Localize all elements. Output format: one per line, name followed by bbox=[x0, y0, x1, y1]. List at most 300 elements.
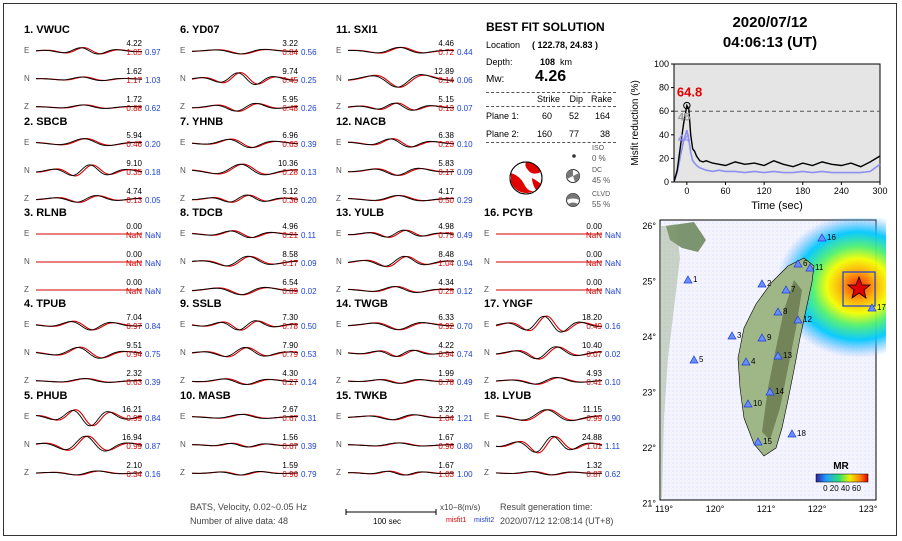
label-45: 45 bbox=[678, 111, 691, 124]
footer-unit: x10−8(m/s) bbox=[440, 503, 481, 512]
station-title: 10. MASB bbox=[180, 390, 231, 402]
clvd-label: CLVD bbox=[592, 191, 611, 198]
clvd-icon bbox=[565, 192, 581, 208]
col-dip: Dip bbox=[569, 94, 583, 104]
lon-label: 121° bbox=[756, 504, 776, 514]
component-label: Z bbox=[24, 376, 29, 385]
amplitude-value: 1.32 bbox=[586, 461, 602, 470]
plane-table-bottom-rule bbox=[486, 142, 616, 143]
col-rake: Rake bbox=[590, 94, 612, 104]
component-label: Z bbox=[484, 376, 489, 385]
station-title: 11. SXI1 bbox=[336, 24, 378, 36]
x-tick-label: 60 bbox=[720, 186, 731, 196]
misfit2-value: 0.80 bbox=[457, 442, 473, 451]
lat-label: 22° bbox=[642, 443, 656, 453]
amplitude-value: 6.54 bbox=[282, 278, 298, 287]
legend-misfit2: misfit2 bbox=[474, 517, 495, 524]
amplitude-value: 2.32 bbox=[126, 369, 142, 378]
misfit2-value: 0.13 bbox=[301, 168, 317, 177]
misfit1-value: 1.04 bbox=[438, 259, 454, 268]
misfit1-value: 1.04 bbox=[438, 414, 454, 423]
plane1-label: Plane 1: bbox=[486, 111, 520, 121]
misfit2-value: 0.07 bbox=[457, 104, 473, 113]
station-title: 17. YNGF bbox=[484, 298, 533, 310]
component-label: E bbox=[336, 412, 342, 421]
misfit-reduction-chart bbox=[628, 58, 896, 214]
amplitude-value: 9.10 bbox=[126, 159, 142, 168]
misfit1-value: 0.87 bbox=[586, 470, 602, 479]
misfit1-value: 0.63 bbox=[126, 378, 142, 387]
amplitude-value: 24.88 bbox=[581, 433, 602, 442]
station-title: 7. YHNB bbox=[180, 116, 224, 128]
component-label: N bbox=[180, 257, 186, 266]
plane-table-top-rule bbox=[486, 92, 616, 93]
amplitude-value: 8.58 bbox=[282, 250, 298, 259]
misfit1-value: 0.99 bbox=[586, 414, 602, 423]
iso-value: 0 % bbox=[592, 154, 606, 163]
component-label: N bbox=[180, 74, 186, 83]
component-label: E bbox=[336, 138, 342, 147]
misfit2-value: 1.03 bbox=[145, 76, 161, 85]
misfit2-value: 0.44 bbox=[457, 48, 473, 57]
station-marker-label: 6 bbox=[803, 259, 808, 268]
amplitude-value: 0.00 bbox=[126, 250, 142, 259]
misfit2-value: 0.84 bbox=[145, 322, 161, 331]
lat-label: 23° bbox=[642, 387, 656, 398]
component-label: E bbox=[24, 46, 30, 55]
amplitude-value: 7.30 bbox=[282, 313, 298, 322]
misfit2-value: NaN bbox=[145, 287, 162, 296]
component-label: Z bbox=[180, 102, 185, 111]
amplitude-value: 0.00 bbox=[586, 278, 602, 287]
amplitude-value: 4.22 bbox=[438, 341, 454, 350]
footer-line2: Number of alive data: 48 bbox=[190, 516, 289, 526]
component-label: E bbox=[484, 229, 490, 238]
misfit1-value: 0.34 bbox=[126, 470, 142, 479]
component-label: Z bbox=[336, 468, 341, 477]
amplitude-value: 1.56 bbox=[282, 433, 298, 442]
station-marker-label: 14 bbox=[775, 387, 784, 396]
misfit2-value: 0.49 bbox=[457, 231, 473, 240]
component-label: Z bbox=[180, 376, 185, 385]
component-label: Z bbox=[24, 468, 29, 477]
misfit2-value: 0.09 bbox=[301, 259, 317, 268]
misfit1-value: 1.05 bbox=[126, 48, 142, 57]
misfit2-value: 0.84 bbox=[145, 414, 161, 423]
amplitude-value: 5.15 bbox=[438, 95, 454, 104]
misfit1-value: 0.13 bbox=[438, 104, 454, 113]
depth-value: 108 bbox=[540, 57, 556, 67]
amplitude-value: 8.48 bbox=[438, 250, 454, 259]
location-value: ( 122.78, 24.83 ) bbox=[532, 40, 599, 50]
clvd-value: 55 % bbox=[592, 200, 611, 209]
component-label: Z bbox=[336, 102, 341, 111]
y-tick-label: 80 bbox=[658, 82, 669, 93]
misfit2-value: NaN bbox=[605, 259, 622, 268]
misfit2-value: 1.00 bbox=[457, 470, 473, 479]
station-block bbox=[24, 298, 174, 396]
misfit2-value: 0.62 bbox=[605, 470, 621, 479]
component-label: N bbox=[180, 440, 186, 449]
station-title: 5. PHUB bbox=[24, 390, 68, 402]
x-tick-label: 180 bbox=[795, 186, 811, 196]
station-marker-label: 7 bbox=[791, 285, 796, 294]
station-title: 16. PCYB bbox=[484, 207, 533, 219]
component-label: Z bbox=[24, 102, 29, 111]
component-label: Z bbox=[484, 468, 489, 477]
component-label: N bbox=[484, 348, 490, 357]
misfit2-value: 0.39 bbox=[145, 378, 161, 387]
lat-label: 21° bbox=[642, 498, 656, 509]
component-label: Z bbox=[24, 194, 29, 203]
misfit2-value: 0.39 bbox=[301, 140, 317, 149]
component-label: Z bbox=[180, 194, 185, 203]
depth-unit: km bbox=[560, 57, 572, 67]
dc-value: 45 % bbox=[592, 176, 611, 185]
col-strike: Strike bbox=[536, 94, 560, 104]
misfit1-value: 0.45 bbox=[282, 76, 298, 85]
misfit1-value: 0.79 bbox=[282, 350, 298, 359]
footer-scale: 100 sec bbox=[373, 517, 402, 526]
misfit2-value: NaN bbox=[145, 259, 162, 268]
component-label: N bbox=[180, 166, 186, 175]
amplitude-value: 4.34 bbox=[438, 278, 454, 287]
misfit2-value: 0.75 bbox=[145, 350, 161, 359]
station-title: 4. TPUB bbox=[24, 298, 67, 310]
x-tick-label: 240 bbox=[833, 186, 849, 196]
misfit1-value: 0.99 bbox=[126, 442, 142, 451]
depth-label: Depth: bbox=[486, 57, 513, 67]
station-title: 2. SBCB bbox=[24, 116, 68, 128]
x-tick-label: 300 bbox=[872, 186, 888, 196]
station-marker-label: 17 bbox=[877, 303, 886, 312]
component-label: E bbox=[180, 138, 186, 147]
misfit2-value: 0.53 bbox=[301, 350, 317, 359]
misfit2-value: 0.18 bbox=[145, 168, 161, 177]
plane1-rake: 164 bbox=[594, 111, 610, 121]
station-title: 12. NACB bbox=[336, 116, 387, 128]
misfit2-value: 0.09 bbox=[457, 168, 473, 177]
misfit1-value: 0.07 bbox=[586, 350, 602, 359]
misfit1-value: 0.97 bbox=[126, 322, 142, 331]
misfit1-value: NaN bbox=[585, 231, 602, 240]
misfit1-value: 0.78 bbox=[282, 322, 298, 331]
station-block bbox=[484, 390, 634, 488]
epicenter-map bbox=[636, 218, 886, 514]
lon-label: 120° bbox=[705, 504, 725, 514]
amplitude-value: 1.67 bbox=[438, 433, 454, 442]
misfit2-value: 0.10 bbox=[605, 378, 621, 387]
station-title: 1. VWUC bbox=[24, 24, 70, 36]
station-title: 13. YULB bbox=[336, 207, 385, 219]
lat-label: 26° bbox=[642, 221, 656, 231]
station-block bbox=[336, 390, 486, 488]
component-label: E bbox=[336, 229, 342, 238]
misfit1-value: 0.96 bbox=[282, 470, 298, 479]
misfit1-value: 0.14 bbox=[438, 76, 454, 85]
misfit1-value: NaN bbox=[125, 287, 142, 296]
misfit2-value: 0.70 bbox=[457, 322, 473, 331]
station-block bbox=[24, 24, 174, 122]
iso-dot-icon bbox=[570, 152, 578, 160]
misfit1-value: NaN bbox=[585, 259, 602, 268]
footer-line1: BATS, Velocity, 0.02~0.05 Hz bbox=[190, 502, 307, 512]
misfit1-value: 0.63 bbox=[282, 140, 298, 149]
amplitude-value: 4.98 bbox=[438, 222, 454, 231]
amplitude-value: 1.62 bbox=[126, 67, 142, 76]
station-title: 18. LYUB bbox=[484, 390, 532, 402]
misfit1-value: 0.36 bbox=[282, 196, 298, 205]
amplitude-value: 7.04 bbox=[126, 313, 142, 322]
misfit2-value: 0.50 bbox=[301, 322, 317, 331]
misfit2-value: 0.90 bbox=[605, 414, 621, 423]
component-label: N bbox=[484, 440, 490, 449]
amplitude-value: 9.51 bbox=[126, 341, 142, 350]
component-label: N bbox=[336, 440, 342, 449]
station-title: 8. TDCB bbox=[180, 207, 223, 219]
amplitude-value: 10.40 bbox=[581, 341, 602, 350]
component-label: N bbox=[24, 257, 30, 266]
misfit2-value: 0.20 bbox=[145, 140, 161, 149]
amplitude-value: 16.94 bbox=[121, 433, 142, 442]
misfit2-value: NaN bbox=[605, 231, 622, 240]
amplitude-value: 1.99 bbox=[438, 369, 454, 378]
amplitude-value: 5.83 bbox=[438, 159, 454, 168]
misfit1-value: 0.46 bbox=[126, 140, 142, 149]
misfit2-value: 0.06 bbox=[457, 76, 473, 85]
station-block bbox=[180, 298, 330, 396]
amplitude-value: 0.00 bbox=[586, 250, 602, 259]
misfit1-value: 0.67 bbox=[282, 442, 298, 451]
amplitude-value: 0.00 bbox=[126, 222, 142, 231]
beachball-icon bbox=[508, 160, 544, 196]
misfit1-value: 0.49 bbox=[586, 322, 602, 331]
station-marker-label: 8 bbox=[783, 307, 788, 316]
amplitude-value: 6.38 bbox=[438, 131, 454, 140]
misfit1-value: NaN bbox=[125, 259, 142, 268]
plane2-dip: 77 bbox=[568, 129, 579, 139]
amplitude-value: 6.96 bbox=[282, 131, 298, 140]
mr-label: MR bbox=[833, 461, 849, 472]
misfit1-value: 0.78 bbox=[438, 378, 454, 387]
station-marker-label: 5 bbox=[699, 355, 704, 364]
station-marker-label: 1 bbox=[693, 275, 698, 284]
component-label: Z bbox=[180, 285, 185, 294]
amplitude-value: 18.20 bbox=[581, 313, 602, 322]
component-label: E bbox=[484, 412, 490, 421]
x-tick-label: 0 bbox=[684, 186, 690, 196]
component-label: N bbox=[484, 257, 490, 266]
amplitude-value: 2.10 bbox=[126, 461, 142, 470]
amplitude-value: 5.12 bbox=[282, 187, 298, 196]
chart-plot-area bbox=[674, 64, 880, 182]
x-tick-label: 120 bbox=[756, 186, 772, 196]
plane1-strike: 60 bbox=[541, 111, 552, 121]
misfit2-value: 0.62 bbox=[145, 104, 161, 113]
component-label: E bbox=[484, 320, 490, 329]
component-label: N bbox=[336, 74, 342, 83]
station-block bbox=[336, 207, 486, 305]
station-title: 9. SSLB bbox=[180, 298, 222, 310]
amplitude-value: 4.17 bbox=[438, 187, 454, 196]
component-label: E bbox=[180, 46, 186, 55]
event-time: 04:06:13 (UT) bbox=[722, 34, 818, 51]
dc-label: DC bbox=[592, 167, 603, 174]
misfit1-value: 0.67 bbox=[282, 414, 298, 423]
component-label: Z bbox=[24, 285, 29, 294]
mr-ticks: 0 20 40 60 bbox=[823, 484, 861, 493]
misfit2-value: 0.05 bbox=[145, 196, 161, 205]
time-scale-bar bbox=[345, 508, 437, 516]
mw-label: Mw: bbox=[486, 74, 505, 85]
misfit1-value: 0.99 bbox=[126, 414, 142, 423]
peak-label: 64.8 bbox=[676, 84, 703, 100]
lat-label: 24° bbox=[642, 332, 656, 342]
component-label: N bbox=[24, 348, 30, 357]
amplitude-value: 16.21 bbox=[121, 405, 142, 414]
misfit2-value: 0.94 bbox=[457, 259, 473, 268]
location-label: Location bbox=[486, 40, 521, 50]
lat-label: 25° bbox=[642, 276, 656, 287]
best-fit-title: BEST FIT SOLUTION bbox=[486, 20, 605, 34]
amplitude-value: 10.36 bbox=[277, 159, 298, 168]
amplitude-value: 4.74 bbox=[126, 187, 142, 196]
lon-label: 122° bbox=[807, 504, 827, 514]
amplitude-value: 4.46 bbox=[438, 39, 454, 48]
x-axis-label: Time (sec) bbox=[751, 200, 803, 212]
component-label: Z bbox=[336, 285, 341, 294]
component-label: N bbox=[180, 348, 186, 357]
station-marker-label: 11 bbox=[815, 263, 824, 272]
amplitude-value: 1.67 bbox=[438, 461, 454, 470]
component-label: N bbox=[336, 257, 342, 266]
misfit2-value: 0.31 bbox=[301, 414, 317, 423]
misfit1-value: 0.27 bbox=[282, 378, 298, 387]
station-marker-label: 10 bbox=[753, 399, 762, 408]
misfit1-value: 0.48 bbox=[282, 104, 298, 113]
component-label: N bbox=[24, 440, 30, 449]
station-title: 15. TWKB bbox=[336, 390, 388, 402]
misfit1-value: 0.17 bbox=[438, 168, 454, 177]
gen-value: 2020/07/12 12:08:14 (UT+8) bbox=[500, 516, 614, 526]
amplitude-value: 0.00 bbox=[126, 278, 142, 287]
plane-table-mid-rule bbox=[486, 106, 616, 107]
misfit1-value: 1.03 bbox=[438, 470, 454, 479]
station-block bbox=[24, 116, 174, 214]
misfit2-value: 0.25 bbox=[301, 76, 317, 85]
station-marker-label: 2 bbox=[767, 279, 772, 288]
component-label: E bbox=[180, 412, 186, 421]
amplitude-value: 5.94 bbox=[126, 131, 142, 140]
component-label: E bbox=[24, 229, 30, 238]
misfit1-value: 0.21 bbox=[282, 231, 298, 240]
amplitude-value: 1.72 bbox=[126, 95, 142, 104]
station-marker-label: 4 bbox=[751, 357, 756, 366]
misfit1-value: 0.17 bbox=[282, 259, 298, 268]
misfit1-value: 0.41 bbox=[586, 378, 602, 387]
station-block bbox=[484, 298, 634, 396]
station-title: 6. YD07 bbox=[180, 24, 220, 36]
plane2-label: Plane 2: bbox=[486, 129, 520, 139]
y-tick-label: 40 bbox=[658, 129, 669, 140]
misfit2-value: 0.97 bbox=[145, 48, 161, 57]
misfit1-value: 0.09 bbox=[282, 287, 298, 296]
station-marker-label: 12 bbox=[803, 315, 812, 324]
misfit1-value: 0.28 bbox=[282, 168, 298, 177]
component-label: Z bbox=[336, 194, 341, 203]
component-label: E bbox=[180, 320, 186, 329]
misfit2-value: 0.12 bbox=[457, 287, 473, 296]
component-label: E bbox=[180, 229, 186, 238]
misfit1-value: 0.94 bbox=[126, 350, 142, 359]
misfit2-value: 0.20 bbox=[301, 196, 317, 205]
misfit2-value: 0.39 bbox=[301, 442, 317, 451]
misfit1-value: NaN bbox=[585, 287, 602, 296]
station-block bbox=[24, 390, 174, 488]
mw-value: 4.26 bbox=[535, 68, 567, 85]
component-label: N bbox=[336, 166, 342, 175]
amplitude-value: 3.22 bbox=[282, 39, 298, 48]
lon-label: 119° bbox=[655, 504, 673, 514]
amplitude-value: 11.15 bbox=[582, 405, 602, 414]
y-tick-label: 0 bbox=[663, 177, 669, 187]
amplitude-value: 12.89 bbox=[433, 67, 454, 76]
misfit2-value: 0.11 bbox=[301, 231, 316, 240]
amplitude-value: 4.30 bbox=[282, 369, 298, 378]
misfit1-value: 0.13 bbox=[126, 196, 142, 205]
y-axis-label: Misfit reduction (%) bbox=[630, 80, 641, 166]
misfit1-value: 0.88 bbox=[126, 104, 142, 113]
y-tick-label: 60 bbox=[658, 106, 669, 117]
amplitude-value: 4.22 bbox=[126, 39, 142, 48]
dc-icon bbox=[565, 168, 581, 184]
plane2-rake: 38 bbox=[599, 129, 610, 139]
component-label: E bbox=[336, 46, 342, 55]
component-label: N bbox=[24, 74, 30, 83]
amplitude-value: 2.67 bbox=[282, 405, 298, 414]
component-label: E bbox=[24, 320, 30, 329]
misfit2-value: 0.16 bbox=[605, 322, 621, 331]
misfit2-value: 0.02 bbox=[605, 350, 621, 359]
station-block bbox=[336, 116, 486, 214]
component-label: Z bbox=[484, 285, 489, 294]
misfit1-value: 0.75 bbox=[438, 231, 454, 240]
misfit2-value: 0.10 bbox=[457, 140, 473, 149]
station-block bbox=[336, 298, 486, 396]
misfit2-value: 0.29 bbox=[457, 196, 473, 205]
mr-colorbar bbox=[816, 474, 868, 482]
lon-label: 123° bbox=[858, 504, 878, 514]
station-block bbox=[180, 116, 330, 214]
amplitude-value: 3.22 bbox=[438, 405, 454, 414]
misfit1-value: 1.17 bbox=[126, 76, 142, 85]
station-marker-label: 15 bbox=[763, 437, 772, 446]
plane2-strike: 160 bbox=[536, 129, 552, 139]
misfit2-value: 0.26 bbox=[301, 104, 317, 113]
amplitude-value: 7.90 bbox=[282, 341, 298, 350]
misfit1-value: 0.25 bbox=[438, 287, 454, 296]
misfit2-value: 1.11 bbox=[605, 442, 620, 451]
misfit2-value: 0.16 bbox=[145, 470, 161, 479]
misfit1-value: 0.84 bbox=[282, 48, 298, 57]
amplitude-value: 4.96 bbox=[282, 222, 298, 231]
amplitude-value: 4.93 bbox=[586, 369, 602, 378]
misfit2-value: 0.74 bbox=[457, 350, 473, 359]
amplitude-value: 6.33 bbox=[438, 313, 454, 322]
station-block bbox=[484, 207, 634, 305]
station-block bbox=[180, 390, 330, 488]
station-block bbox=[180, 207, 330, 305]
